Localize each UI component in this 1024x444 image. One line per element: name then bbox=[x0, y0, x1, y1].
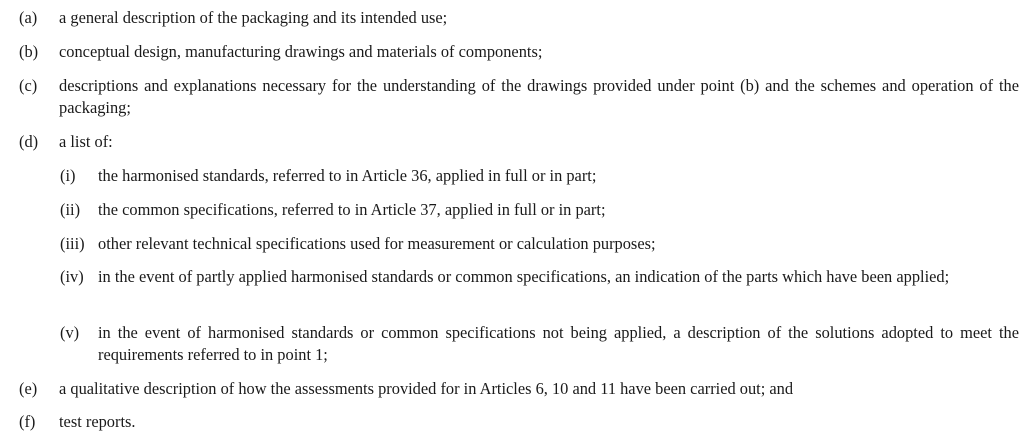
sub-item-label: (v) bbox=[60, 323, 80, 342]
sub-item-label: (ii) bbox=[60, 200, 81, 219]
sub-item-text: in the event of harmonised standards or common specifications not being applied, a description of the solutions adopted to meet the requirements referred to in point 1; bbox=[98, 323, 1019, 364]
item-text: conceptual design, manufacturing drawings and materials of components; bbox=[59, 42, 543, 61]
sub-list-item-i bbox=[0, 165, 1019, 187]
list-item-d bbox=[0, 131, 1019, 153]
item-text: a qualitative description of how the assessments provided for in Articles 6, 10 and 11 have been carried out; and bbox=[59, 379, 794, 398]
item-text: a general description of the packaging and its intended use; bbox=[59, 8, 448, 27]
sub-item-label: (i) bbox=[60, 166, 76, 185]
item-text: test reports. bbox=[59, 412, 136, 431]
item-label: (f) bbox=[19, 412, 36, 431]
list-item-e bbox=[0, 378, 1019, 400]
sub-item-text: the common specifications, referred to in Article 37, applied in full or in part; bbox=[98, 200, 606, 219]
sub-item-text: the harmonised standards, referred to in Article 36, applied in full or in part; bbox=[98, 166, 597, 185]
sub-list-item-ii bbox=[0, 199, 1019, 221]
sub-item-text: in the event of partly applied harmonised standards or common specifications, an indication of the parts which have been applied; bbox=[98, 267, 950, 286]
sub-item-label: (iv) bbox=[60, 267, 84, 286]
list-item-b bbox=[0, 41, 1019, 63]
item-label: (e) bbox=[19, 379, 38, 398]
sub-list-item-v bbox=[0, 322, 1019, 366]
list-item-a bbox=[0, 7, 1019, 29]
item-label: (a) bbox=[19, 8, 38, 27]
sub-list-item-iii bbox=[0, 233, 1019, 255]
item-text: descriptions and explanations necessary for the understanding of the drawings provided under point (b) and the schemes and operation of the packaging; bbox=[59, 76, 1019, 117]
sub-item-text: other relevant technical specifications used for measurement or calculation purposes; bbox=[98, 234, 656, 253]
sub-item-label: (iii) bbox=[60, 234, 85, 253]
item-text: a list of: bbox=[59, 132, 113, 151]
sub-list-item-iv bbox=[0, 266, 1019, 288]
item-label: (c) bbox=[19, 76, 38, 95]
list-item-f bbox=[0, 411, 1019, 433]
item-label: (d) bbox=[19, 132, 39, 151]
list-item-c bbox=[0, 75, 1019, 119]
item-label: (b) bbox=[19, 42, 39, 61]
